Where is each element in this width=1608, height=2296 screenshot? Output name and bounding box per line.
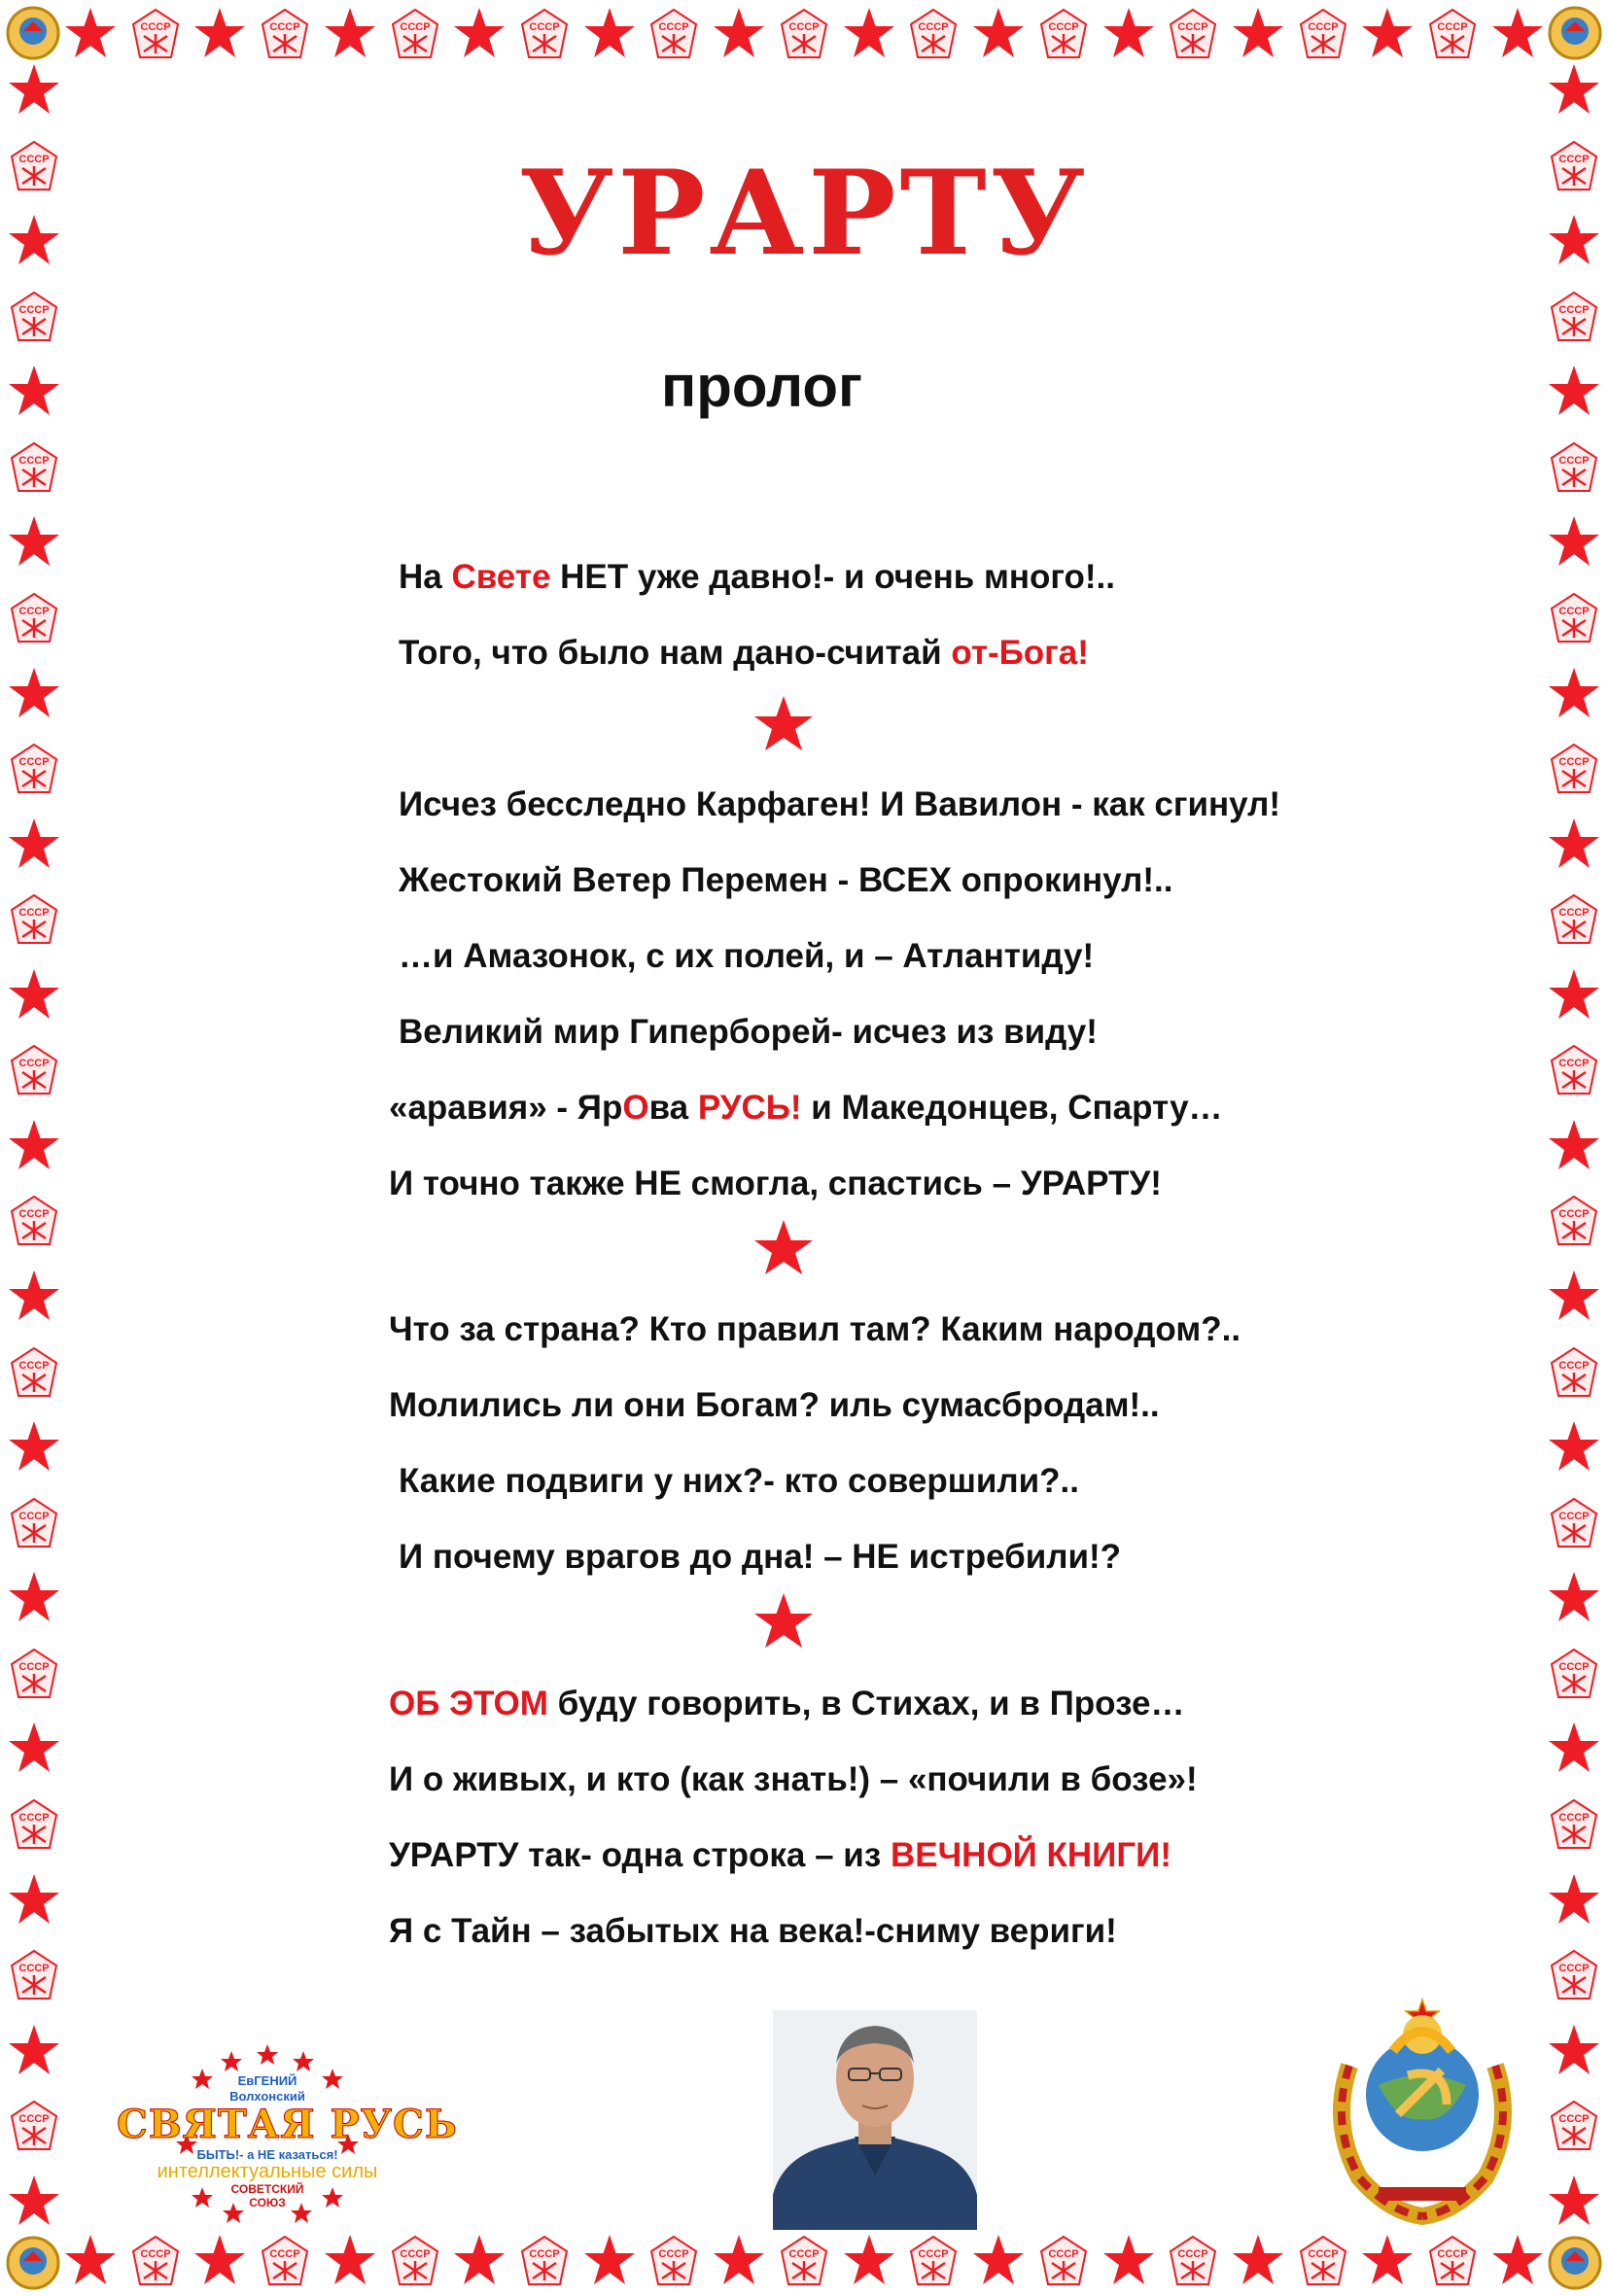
- border-badge-text: СССР: [1558, 756, 1590, 769]
- border-star-icon: [711, 6, 767, 62]
- border-badge-icon: [1547, 892, 1601, 947]
- border-star-icon: [581, 2233, 638, 2289]
- border-star-icon: [62, 6, 119, 62]
- border-badge-icon: [7, 2099, 61, 2153]
- border-badge-text: СССР: [18, 1811, 50, 1824]
- poem-text: НЕТ уже давно!- и очень много!..: [550, 558, 1115, 596]
- author-photo: [773, 2010, 977, 2230]
- border-top: [0, 0, 1608, 68]
- border-badge-icon: [647, 7, 701, 61]
- border-badge-text: СССР: [1558, 1058, 1590, 1070]
- corner-emblem-icon: [2, 2, 64, 64]
- border-star-icon: [1546, 817, 1602, 873]
- poem-line: [399, 787, 1280, 821]
- border-star-icon: [6, 967, 62, 1024]
- border-star-icon: [6, 1570, 62, 1626]
- border-badge-text: СССР: [269, 21, 300, 33]
- border-badge-text: СССР: [529, 2248, 560, 2260]
- poem-text: На: [399, 558, 452, 596]
- border-star-icon: [451, 2233, 507, 2289]
- border-badge-icon: [7, 1043, 61, 1097]
- border-star-icon: [1546, 1872, 1602, 1929]
- border-star-icon: [1546, 1419, 1602, 1476]
- border-badge-text: СССР: [400, 21, 431, 33]
- border-badge-text: СССР: [658, 21, 690, 33]
- border-badge-text: СССР: [1308, 2248, 1339, 2260]
- poem-text: ва: [648, 1089, 698, 1127]
- border-star-icon: [1489, 2233, 1546, 2289]
- border-badge-text: СССР: [529, 21, 560, 33]
- border-badge-text: СССР: [18, 1510, 50, 1522]
- border-badge-text: СССР: [1558, 153, 1590, 165]
- border-badge-icon: [1547, 1345, 1601, 1400]
- border-badge-icon: [7, 1647, 61, 1701]
- border-badge-text: СССР: [1558, 1811, 1590, 1824]
- logo-line2: СОВЕТСКИЙ: [230, 2182, 304, 2196]
- border-badge-icon: [388, 7, 442, 61]
- border-badge-text: СССР: [1558, 1963, 1590, 1975]
- border-star-icon: [6, 1118, 62, 1174]
- poem-line: [399, 1464, 1079, 1498]
- border-star-icon: [6, 2023, 62, 2079]
- border-badge-icon: [1036, 2234, 1091, 2288]
- border-badge-icon: [7, 742, 61, 796]
- poem-text: УРАРТУ так- одна строка – из: [389, 1836, 891, 1874]
- logo-line3: СОЮЗ: [249, 2196, 286, 2209]
- border-badge-text: СССР: [18, 1359, 50, 1372]
- logo-slogan: БЫТЬ!- а НЕ казаться!: [196, 2147, 338, 2162]
- logo-name: СВЯТАЯ РУСЬ: [117, 2102, 458, 2147]
- poem-line: [399, 636, 1089, 670]
- border-badge-text: СССР: [1558, 1510, 1590, 1522]
- border-star-icon: [6, 364, 62, 420]
- border-badge-text: СССР: [1558, 1359, 1590, 1372]
- poem-line: [399, 1015, 1098, 1049]
- poem-highlight: ОБ ЭТОМ: [389, 1685, 548, 1722]
- border-star-icon: [192, 6, 248, 62]
- border-badge-text: СССР: [400, 2248, 431, 2260]
- border-star-icon: [6, 1269, 62, 1325]
- border-badge-text: СССР: [18, 454, 50, 467]
- border-badge-text: СССР: [18, 153, 50, 165]
- border-badge-text: СССР: [658, 2248, 690, 2260]
- border-badge-icon: [777, 2234, 831, 2288]
- poem-line: [389, 1914, 1117, 1948]
- border-badge-text: СССР: [788, 2248, 820, 2260]
- border-badge-icon: [1547, 1194, 1601, 1248]
- border-badge-text: СССР: [1558, 907, 1590, 920]
- border-star-icon: [1546, 2174, 1602, 2230]
- poem-text: И о живых, и кто (как знать!) – «почили в бозе»!: [389, 1760, 1198, 1798]
- border-badge-text: СССР: [1558, 454, 1590, 467]
- poem-text: И почему врагов до дна! – НЕ истребили!?: [399, 1538, 1122, 1576]
- border-star-icon: [1546, 2023, 1602, 2079]
- border-badge-icon: [7, 591, 61, 645]
- border-badge-icon: [1166, 2234, 1220, 2288]
- page-subtitle: пролог: [661, 354, 863, 419]
- border-badge-text: СССР: [1558, 303, 1590, 316]
- border-badge-text: СССР: [1437, 21, 1468, 33]
- border-badge-icon: [7, 1496, 61, 1550]
- border-badge-text: СССР: [18, 1058, 50, 1070]
- border-badge-text: СССР: [18, 1660, 50, 1673]
- poem-text: Жестокий Ветер Перемен - ВСЕХ опрокинул!..: [399, 861, 1173, 899]
- border-star-icon: [1359, 2233, 1416, 2289]
- border-badge-text: СССР: [18, 605, 50, 617]
- border-badge-text: СССР: [918, 21, 949, 33]
- border-badge-text: СССР: [1048, 2248, 1079, 2260]
- poem-text: Какие подвиги у них?- кто совершили?..: [399, 1462, 1079, 1500]
- border-star-icon: [841, 6, 897, 62]
- border-star-icon: [1359, 6, 1416, 62]
- border-star-icon: [6, 1872, 62, 1929]
- poem-text: Того, что было нам дано-считай: [399, 634, 952, 672]
- poem-line: [389, 1388, 1160, 1422]
- corner-emblem-icon: [1544, 2, 1606, 64]
- border-badge-icon: [1547, 2099, 1601, 2153]
- border-star-icon: [6, 514, 62, 571]
- border-badge-icon: [7, 440, 61, 495]
- border-star-icon: [6, 666, 62, 722]
- border-star-icon: [1546, 1570, 1602, 1626]
- border-badge-icon: [906, 7, 961, 61]
- stanza-separator-star-icon: [752, 694, 815, 754]
- border-star-icon: [1489, 6, 1546, 62]
- border-star-icon: [6, 817, 62, 873]
- poem-highlight: ВЕЧНОЙ КНИГИ!: [890, 1836, 1171, 1874]
- border-badge-icon: [7, 1194, 61, 1248]
- ussr-emblem-icon: [1311, 1998, 1534, 2226]
- border-badge-icon: [1547, 1948, 1601, 2002]
- border-badge-text: СССР: [18, 756, 50, 769]
- poem-line: [389, 1166, 1162, 1200]
- border-star-icon: [970, 2233, 1027, 2289]
- poem-highlight: О: [622, 1089, 649, 1127]
- border-badge-text: СССР: [18, 1963, 50, 1975]
- border-badge-icon: [1547, 1647, 1601, 1701]
- poem-text: буду говорить, в Стихах, и в Прозе…: [547, 1685, 1185, 1722]
- border-star-icon: [6, 62, 62, 119]
- border-badge-text: СССР: [1437, 2248, 1468, 2260]
- border-badge-icon: [1425, 2234, 1480, 2288]
- poem-text: Я с Тайн – забытых на века!-сниму вериги!: [389, 1912, 1117, 1950]
- border-star-icon: [1101, 6, 1157, 62]
- poem-text: и Македонцев, Спарту…: [801, 1089, 1223, 1127]
- border-star-icon: [1546, 62, 1602, 119]
- poem-line: [389, 1312, 1241, 1346]
- border-badge-icon: [1036, 7, 1091, 61]
- border-star-icon: [581, 6, 638, 62]
- border-star-icon: [841, 2233, 897, 2289]
- border-badge-icon: [7, 1345, 61, 1400]
- logo-line1: интеллектуальные силы: [157, 2161, 378, 2182]
- poem-text: «аравия» - Яр: [389, 1089, 623, 1127]
- border-badge-icon: [517, 2234, 572, 2288]
- border-star-icon: [62, 2233, 119, 2289]
- border-badge-text: СССР: [788, 21, 820, 33]
- poem-text: Великий мир Гиперборей- исчез из виду!: [399, 1013, 1098, 1051]
- border-badge-icon: [1547, 1496, 1601, 1550]
- border-badge-icon: [1547, 1043, 1601, 1097]
- border-badge-icon: [1296, 2234, 1350, 2288]
- border-left: [0, 62, 68, 2230]
- border-badge-icon: [7, 1948, 61, 2002]
- border-badge-icon: [906, 2234, 961, 2288]
- border-star-icon: [192, 2233, 248, 2289]
- border-badge-text: СССР: [140, 2248, 171, 2260]
- poem-line: [399, 560, 1115, 594]
- border-bottom: [0, 2226, 1608, 2296]
- border-star-icon: [1546, 1721, 1602, 1777]
- border-badge-icon: [777, 7, 831, 61]
- border-badge-text: СССР: [18, 907, 50, 920]
- border-badge-icon: [7, 892, 61, 947]
- poem-line: [399, 863, 1172, 897]
- border-badge-text: СССР: [1558, 1208, 1590, 1221]
- border-badge-text: СССР: [1048, 21, 1079, 33]
- border-badge-text: СССР: [140, 21, 171, 33]
- poem-line: [399, 1540, 1121, 1574]
- portrait-icon: [773, 2010, 977, 2230]
- border-star-icon: [6, 1419, 62, 1476]
- border-star-icon: [711, 2233, 767, 2289]
- poem-line: [389, 1838, 1171, 1872]
- logo-author-surname: Волхонский: [229, 2089, 305, 2104]
- border-star-icon: [6, 1721, 62, 1777]
- corner-emblem-icon: [2, 2232, 64, 2294]
- border-star-icon: [322, 2233, 378, 2289]
- border-badge-icon: [128, 2234, 183, 2288]
- border-badge-text: СССР: [1558, 605, 1590, 617]
- border-badge-icon: [388, 2234, 442, 2288]
- border-star-icon: [1546, 1269, 1602, 1325]
- border-star-icon: [1230, 6, 1286, 62]
- border-star-icon: [1230, 2233, 1286, 2289]
- border-right: [1540, 62, 1608, 2230]
- border-badge-icon: [647, 2234, 701, 2288]
- border-badge-icon: [1296, 7, 1350, 61]
- logo-author: ЕвГЕНИЙ: [237, 2073, 297, 2088]
- border-badge-text: СССР: [1558, 2113, 1590, 2126]
- border-badge-text: СССР: [269, 2248, 300, 2260]
- poem-line: [389, 1687, 1185, 1721]
- border-badge-icon: [258, 7, 312, 61]
- page-title: УРАРТУ: [518, 145, 1090, 282]
- border-badge-text: СССР: [918, 2248, 949, 2260]
- border-star-icon: [451, 6, 507, 62]
- stanza-separator-star-icon: [752, 1591, 815, 1652]
- border-star-icon: [6, 2174, 62, 2230]
- border-badge-icon: [7, 1797, 61, 1852]
- poem-text: Исчез бесследно Карфаген! И Вавилон - как сгинул!: [399, 785, 1281, 823]
- border-star-icon: [1546, 666, 1602, 722]
- border-badge-text: СССР: [1308, 21, 1339, 33]
- border-star-icon: [1101, 2233, 1157, 2289]
- poem-text: …и Амазонок, с их полей, и – Атлантиду!: [399, 937, 1095, 975]
- border-badge-icon: [517, 7, 572, 61]
- poem-highlight: от-Бога!: [951, 634, 1089, 672]
- poem-line: [399, 939, 1094, 973]
- border-badge-text: СССР: [1177, 2248, 1208, 2260]
- border-badge-icon: [1547, 440, 1601, 495]
- border-badge-text: СССР: [1177, 21, 1208, 33]
- border-badge-text: СССР: [18, 1208, 50, 1221]
- border-star-icon: [1546, 1118, 1602, 1174]
- poem-text: Что за страна? Кто правил там? Каким народом?..: [389, 1310, 1241, 1348]
- border-badge-icon: [1166, 7, 1220, 61]
- border-badge-icon: [128, 7, 183, 61]
- stanza-separator-star-icon: [752, 1218, 815, 1278]
- border-star-icon: [1546, 514, 1602, 571]
- border-badge-icon: [7, 290, 61, 344]
- border-star-icon: [322, 6, 378, 62]
- border-badge-icon: [258, 2234, 312, 2288]
- poem-text: И точно также НЕ смогла, спастись – УРАРТУ!: [389, 1165, 1162, 1202]
- border-badge-icon: [1547, 591, 1601, 645]
- poem-line: [389, 1091, 1223, 1125]
- border-star-icon: [1546, 967, 1602, 1024]
- border-badge-icon: [1547, 1797, 1601, 1852]
- border-badge-text: СССР: [18, 303, 50, 316]
- poem-line: [389, 1762, 1198, 1796]
- poem-highlight: Свете: [451, 558, 551, 596]
- poem-text: Молились ли они Богам? иль сумасбродам!..: [389, 1386, 1160, 1424]
- border-star-icon: [1546, 364, 1602, 420]
- border-badge-text: СССР: [1558, 1660, 1590, 1673]
- border-badge-text: СССР: [18, 2113, 50, 2126]
- border-badge-icon: [1547, 742, 1601, 796]
- border-badge-icon: [1547, 290, 1601, 344]
- border-badge-icon: [1425, 7, 1480, 61]
- svyataya-rus-logo: [117, 2041, 458, 2226]
- border-star-icon: [970, 6, 1027, 62]
- corner-emblem-icon: [1544, 2232, 1606, 2294]
- poem-highlight: РУСЬ!: [697, 1089, 802, 1127]
